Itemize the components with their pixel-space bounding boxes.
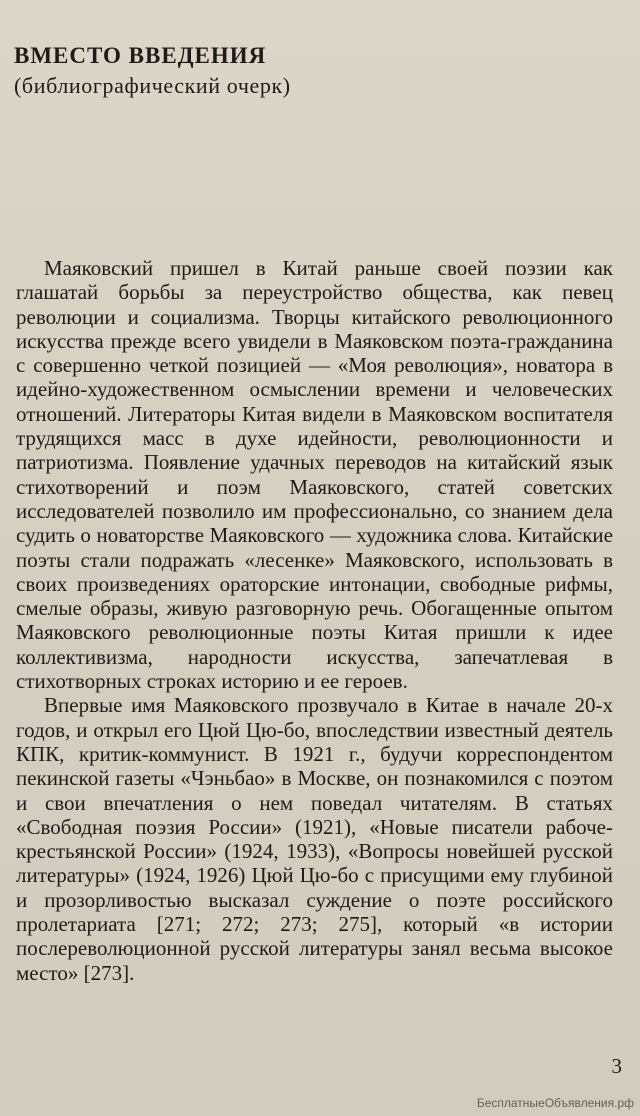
paragraph-2: Впервые имя Маяковского прозвучало в Китае в начале 20-х годов, и открыл его Цюй Цю-бо, впоследствии известный деятель КПК, критик-коммунист. В 1921 г., будучи корреспондентом пекинской газеты «Чэньбао» в Москве, он познакомился с поэтом и свои впечатления о нем поведал читателям. В статьях «Свободная поэзия России» (1921), «Новые писатели рабоче-крестьянской России» (1924, 1933), «Вопросы новейшей русской литературы» (1924, 1926) Цюй Цю-бо с присущими ему глубиной и прозорливостью высказал суждение о поэте российского пролетариата [271; 272; 273; 275], который «в истории послереволюционной русской литературы занял весьма высокое место» [273]. [16, 693, 613, 985]
chapter-title: ВМЕСТО ВВЕДЕНИЯ [14, 43, 267, 68]
chapter-subtitle: (библиографический очерк) [14, 73, 291, 98]
paragraph-1: Маяковский пришел в Китай раньше своей поэзии как глашатай борьбы за переустройство общества, как певец революции и социализма. Творцы китайского революционного искусства прежде всего увидели в Маяковском поэта-гражданина с совершенно четкой позицией — «Моя революция», новатора в идейно-художественном осмыслении времени и человеческих отношений. Литераторы Китая видели в Маяковском воспитателя трудящихся масс в духе идейности, революционности и патриотизма. Появление удачных переводов на китайский язык стихотворений и поэм Маяковского, статей советских исследователей позволило им профессионально, со знанием дела судить о новаторстве Маяковского — художника слова. Китайские поэты стали подражать «лесенке» Маяковского, использовать в своих произведениях ораторские интонации, свободные рифмы, смелые образы, живую разговорную речь. Обогащенные опытом Маяковского революционные поэты Китая пришли к идее коллективизма, народности искусства, запечатлевая в стихотворных строках историю и ее героев. [16, 256, 613, 694]
body-text [16, 256, 613, 985]
watermark-text: БесплатныеОбъявления.рф [476, 1096, 634, 1110]
chapter-heading [14, 42, 614, 100]
page-number: 3 [611, 1054, 622, 1078]
